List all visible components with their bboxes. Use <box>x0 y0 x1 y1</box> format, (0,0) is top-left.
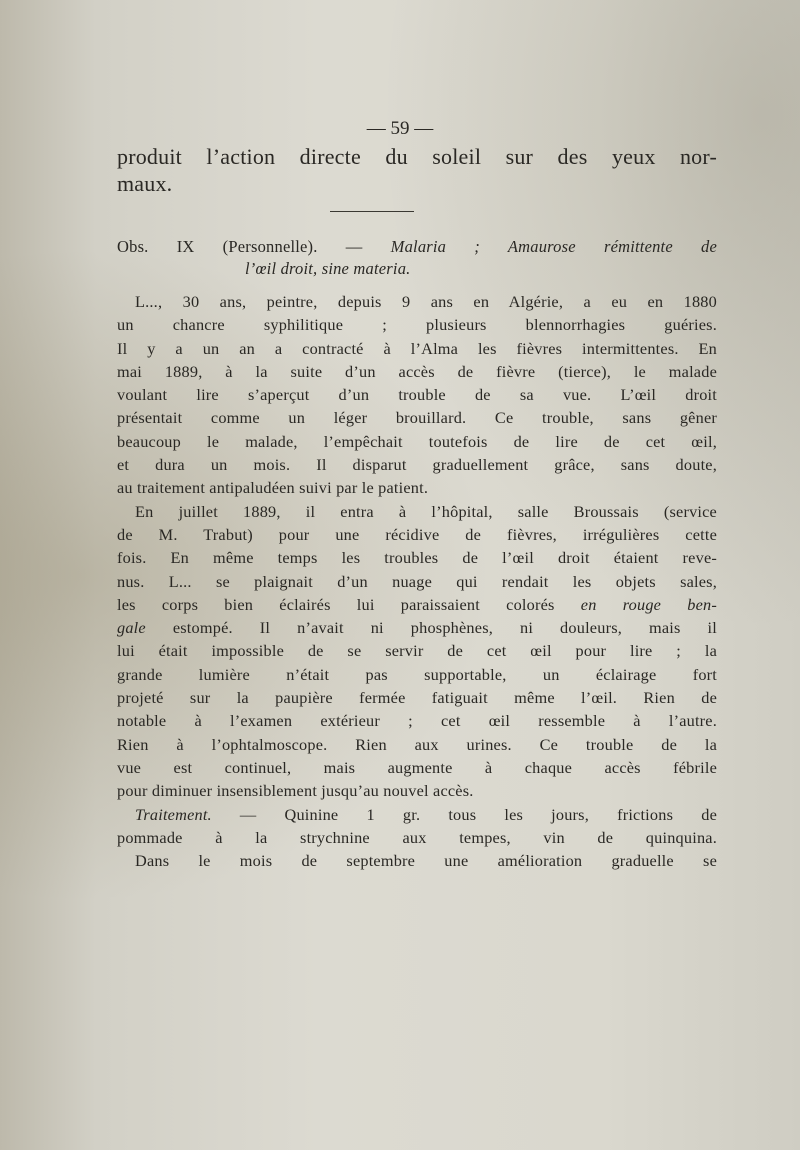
text-line <box>117 593 717 616</box>
observation-title: Malaria ; Amaurose rémittente de <box>390 237 718 256</box>
text-line: beaucoup le malade, l’empêchait toutefois de lire de cet œil, <box>117 431 717 451</box>
observation-label: Obs. IX (Personnelle). — <box>117 237 391 256</box>
case-description <box>117 290 717 872</box>
text-line: un chancre syphilitique ; plusieurs blennorrhagies guéries. <box>117 315 717 335</box>
text-fragment: estompé. Il n’avait ni phosphènes, ni douleurs, mais il <box>145 618 717 638</box>
text-line: L..., 30 ans, peintre, depuis 9 ans en Algérie, a eu en 1880 <box>135 292 717 311</box>
text-line: projeté sur la paupière fermée fatiguait même l’œil. Rien de <box>117 688 717 708</box>
text-line: présentait comme un léger brouillard. Ce trouble, sans gêner <box>117 408 717 428</box>
text-line: de M. Trabut) pour une récidive de fièvres, irrégulières cette <box>117 524 717 544</box>
text-line: notable à l’examen extérieur ; cet œil ressemble à l’autre. <box>117 711 717 731</box>
text-line: Rien à l’ophtalmoscope. Rien aux urines. Ce trouble de la <box>117 734 717 754</box>
text-line: voulant lire s’aperçut d’un trouble de sa vue. L’œil droit <box>117 385 717 405</box>
text-line: grande lumière n’était pas supportable, un éclairage fort <box>117 664 717 684</box>
text-line: lui était impossible de se servir de cet œil pour lire ; la <box>117 641 717 661</box>
text-fragment: les corps bien éclairés lui paraissaient colorés <box>117 594 581 614</box>
text-line: et dura un mois. Il disparut graduellement grâce, sans doute, <box>117 455 717 475</box>
page-number: — 59 — <box>366 118 434 139</box>
text-line <box>117 616 717 639</box>
text-line: vue est continuel, mais augmente à chaque accès fébrile <box>117 757 717 777</box>
lead-line: maux. <box>117 171 173 196</box>
text-line: Il y a un an a contracté à l’Alma les fièvres intermittentes. En <box>117 338 717 358</box>
text-line: Dans le mois de septembre une amélioration graduelle se <box>135 851 717 871</box>
observation-heading-line <box>117 236 717 258</box>
text-line: pommade à la strychnine aux tempes, vin de quinquina. <box>117 827 717 847</box>
text-line: au traitement antipaludéen suivi par le patient. <box>117 478 429 498</box>
italic-fragment: gale <box>117 618 146 638</box>
italic-fragment: en rouge ben- <box>580 594 717 614</box>
text-fragment: — Quinine 1 gr. tous les jours, frictions de <box>211 804 717 824</box>
text-line <box>117 803 717 826</box>
text-line: fois. En même temps les troubles de l’œil droit étaient reve- <box>117 548 717 568</box>
italic-fragment: Traitement. <box>135 804 212 824</box>
lead-line: produit l’action directe du soleil sur des yeux nor- <box>117 144 717 169</box>
lead-paragraph <box>117 143 717 197</box>
observation-title-continued: l’œil droit, sine materia. <box>245 259 411 278</box>
text-line: pour diminuer insensiblement jusqu’au nouvel accès. <box>117 781 474 801</box>
text-line: mai 1889, à la suite d’un accès de fièvre (tierce), le malade <box>117 361 717 381</box>
observation-heading <box>117 236 717 280</box>
section-divider <box>330 211 414 212</box>
text-line: En juillet 1889, il entra à l’hôpital, salle Broussais (service <box>135 501 717 521</box>
text-line: nus. L... se plaignait d’un nuage qui rendait les objets sales, <box>117 571 717 591</box>
